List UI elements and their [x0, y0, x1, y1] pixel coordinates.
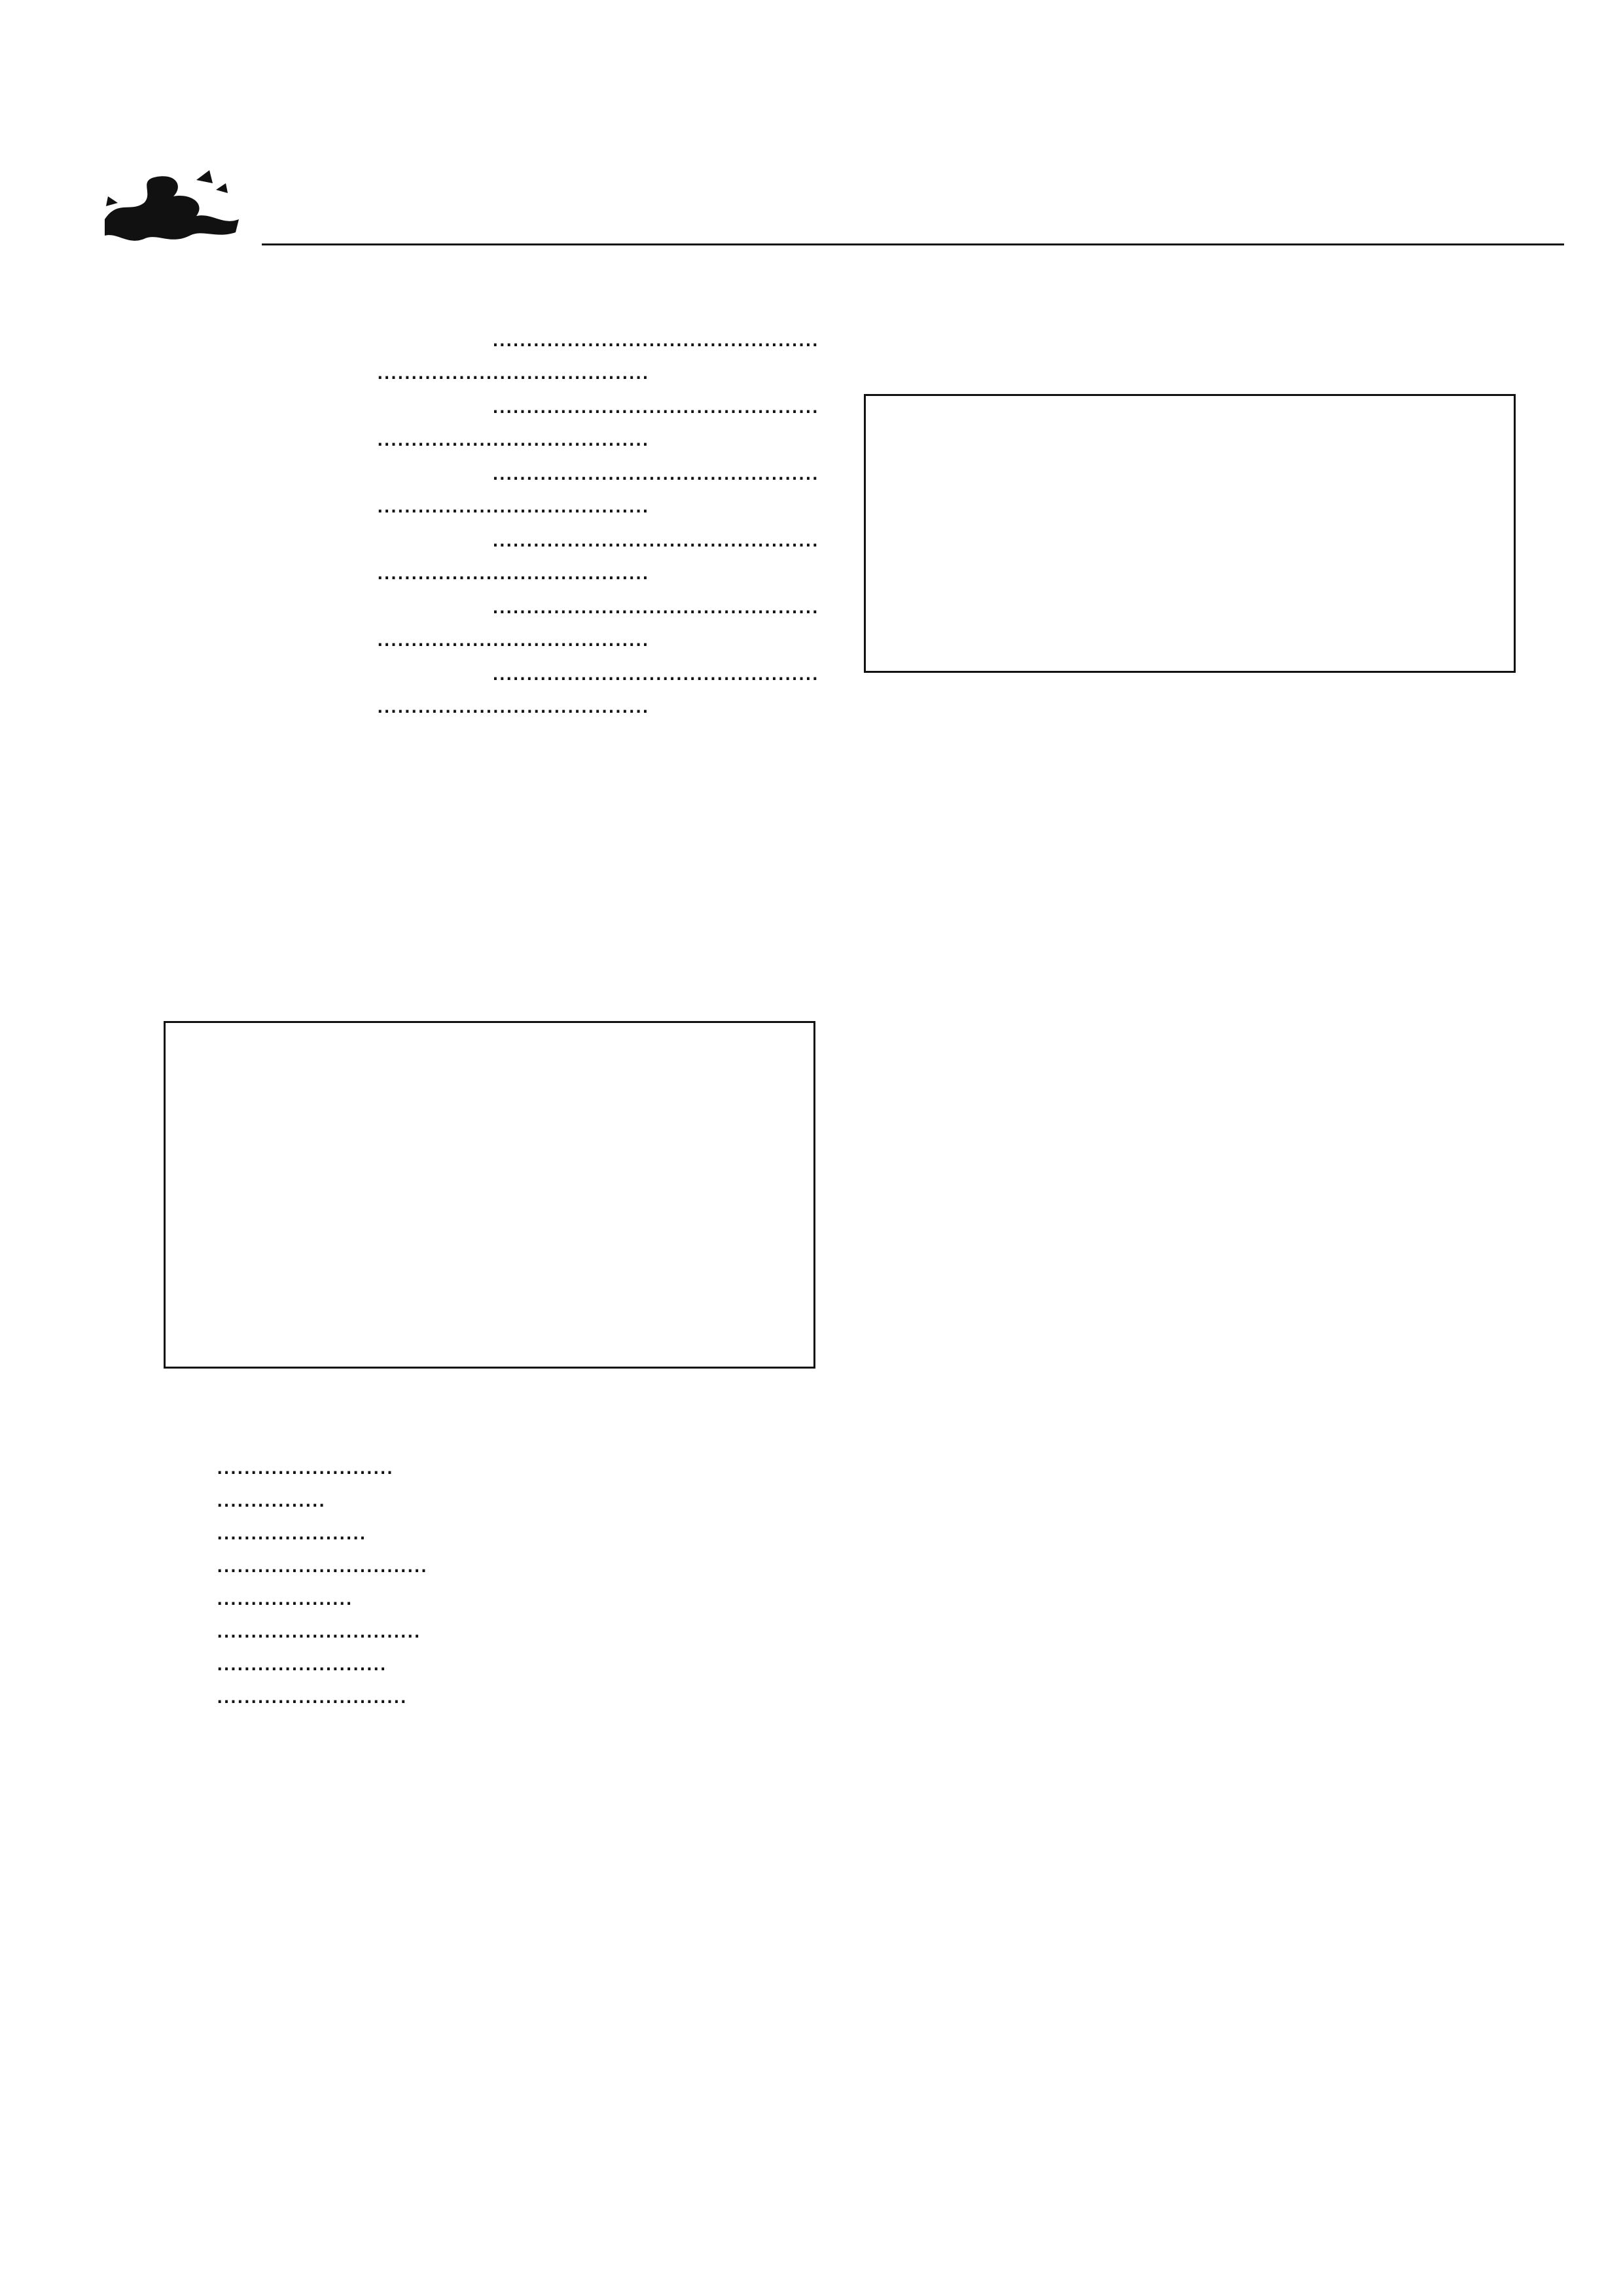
exercise-17: [864, 1617, 1525, 1641]
answer-line-1: [164, 454, 818, 487]
item-line: [216, 1481, 825, 1514]
answer-blank[interactable]: ................................................: [491, 656, 818, 686]
left-column: [164, 321, 818, 721]
gap-fill-item: [164, 1645, 818, 1677]
transform-item: [164, 387, 818, 453]
answer-blank[interactable]: ........................................: [376, 488, 649, 518]
exercise-16: [864, 706, 1518, 763]
answer-blank[interactable]: ................................................: [491, 389, 818, 419]
item-text: [216, 1448, 825, 1481]
phrasal-definition: [380, 1030, 813, 1103]
item-text: [216, 1547, 825, 1579]
transform-item: [164, 321, 818, 386]
transform-item: [164, 588, 818, 653]
item-line: [216, 1514, 825, 1547]
item-text: [216, 1612, 825, 1645]
item-line: [216, 1612, 825, 1645]
gap-fill-item: [164, 1481, 818, 1514]
answer-line-1: [164, 655, 818, 687]
item-line: [216, 1677, 825, 1710]
transform-item: [164, 454, 818, 520]
answer-gap[interactable]: ..........................: [216, 1450, 393, 1480]
gap-fill-item: [164, 1579, 818, 1612]
answer-line-2: [164, 554, 818, 586]
gap-fill-item: [164, 1547, 818, 1579]
exercise-15-title: [164, 1391, 818, 1424]
transform-item: [164, 655, 818, 720]
unit-3-logo-icon: [92, 141, 252, 249]
answer-line-2: [164, 420, 818, 453]
answer-gap[interactable]: ............................: [216, 1679, 406, 1709]
phrasal-verbs-box: [164, 1021, 815, 1369]
answer-line-1: [164, 521, 818, 554]
gap-fill-item: [164, 1677, 818, 1710]
answer-gap[interactable]: ....................: [216, 1581, 352, 1611]
answer-blank[interactable]: ................................................: [491, 456, 818, 486]
item-line: [216, 1579, 825, 1612]
answer-blank[interactable]: ................................................: [491, 589, 818, 619]
exercise-15-items: [164, 1448, 818, 1710]
answer-gap[interactable]: ......................: [216, 1515, 366, 1545]
prepositions-box: [864, 394, 1516, 673]
transform-item: [164, 521, 818, 586]
phrasal-verb-row: [166, 1030, 813, 1103]
answer-gap[interactable]: ...............................: [216, 1548, 427, 1578]
gap-fill-item: [164, 1612, 818, 1645]
item-text: [216, 1579, 825, 1612]
item-text: [216, 1677, 825, 1710]
item-text: [216, 1481, 825, 1514]
answer-line-1: [164, 588, 818, 620]
answer-blank[interactable]: ................................................: [491, 522, 818, 552]
answer-blank[interactable]: ................................................: [491, 322, 818, 352]
item-text: [216, 1514, 825, 1547]
answer-line-2: [164, 620, 818, 653]
item-line: [216, 1448, 825, 1481]
answer-blank[interactable]: ........................................: [376, 555, 649, 585]
answer-gap[interactable]: ................: [216, 1482, 325, 1513]
transform-exercise: [164, 321, 818, 720]
gap-fill-item: [164, 1448, 818, 1481]
item-line: [216, 1547, 825, 1579]
answer-line-2: [164, 487, 818, 520]
answer-line-2: [164, 687, 818, 720]
gap-fill-item: [164, 1514, 818, 1547]
answer-line-1: [164, 387, 818, 420]
header-rule: [262, 243, 1564, 245]
answer-blank[interactable]: ........................................: [376, 422, 649, 452]
answer-blank[interactable]: ........................................: [376, 689, 649, 719]
item-text: [216, 1645, 825, 1677]
answer-blank[interactable]: ........................................: [376, 622, 649, 652]
answer-line-2: [164, 353, 818, 386]
answer-gap[interactable]: .........................: [216, 1646, 386, 1676]
exercise-15: [164, 1391, 818, 1710]
answer-blank[interactable]: ........................................: [376, 355, 649, 385]
item-line: [216, 1645, 825, 1677]
answer-line-1: [164, 321, 818, 353]
phrasal-verbs-list: [166, 1023, 813, 1103]
answer-gap[interactable]: ..............................: [216, 1613, 420, 1643]
exercise-16-title: [864, 706, 1518, 738]
